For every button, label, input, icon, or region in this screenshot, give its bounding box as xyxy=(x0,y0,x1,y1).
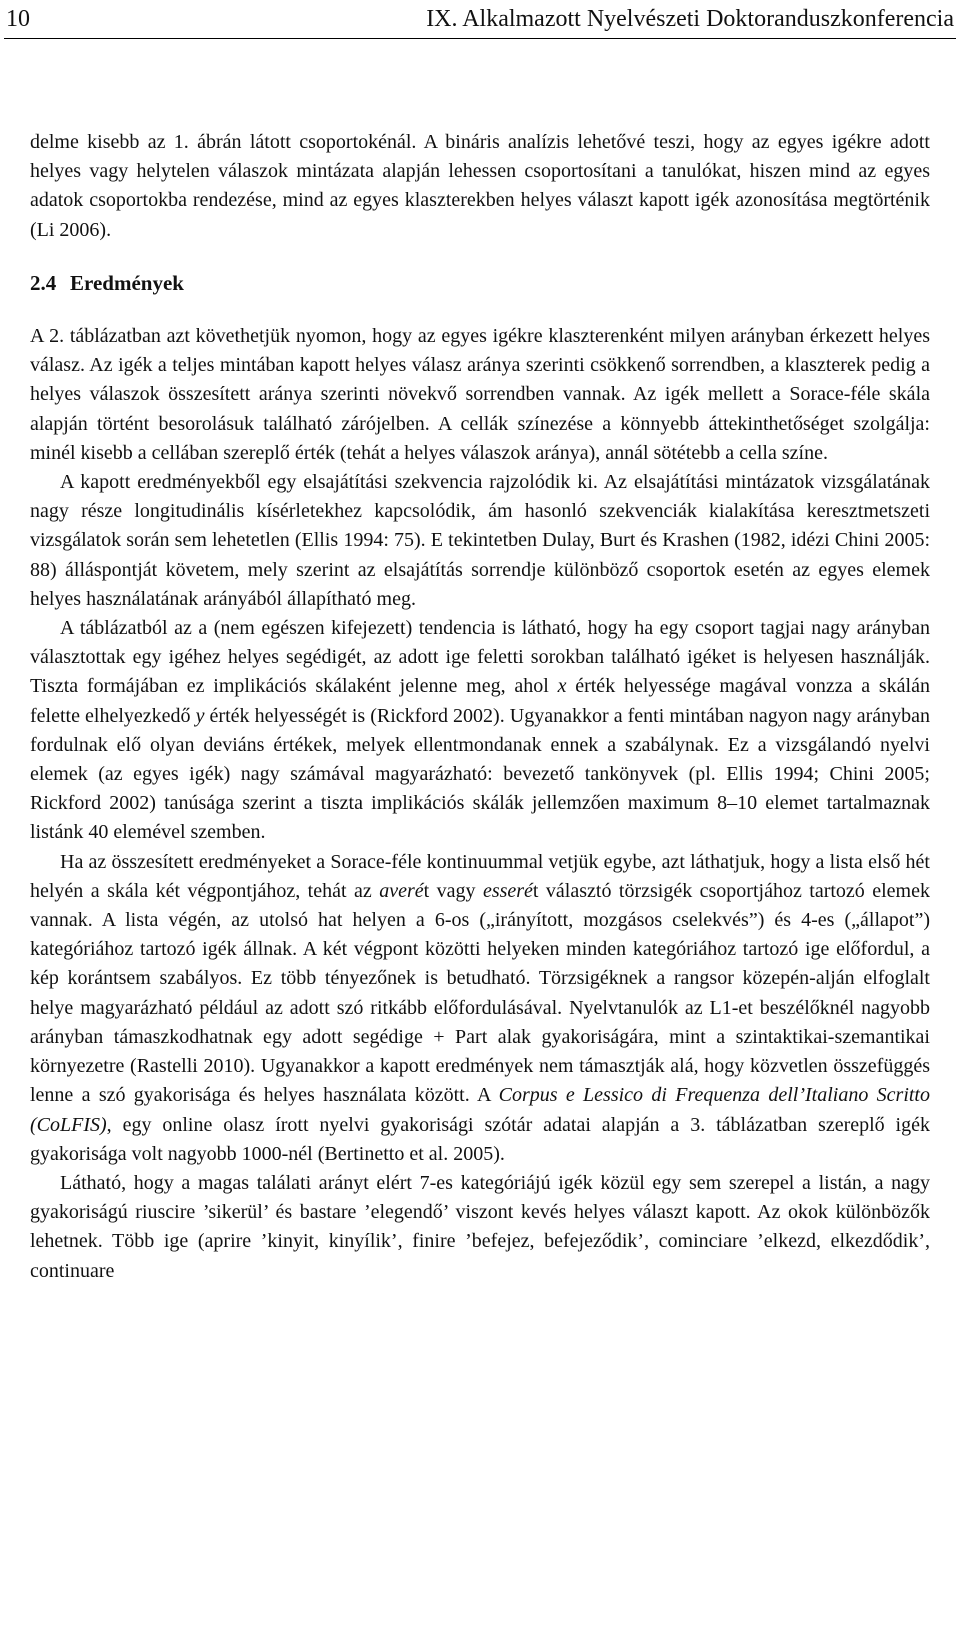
section-heading xyxy=(30,269,930,298)
page-header xyxy=(0,0,960,40)
running-title: IX. Alkalmazott Nyelvészeti Doktoranduszkonferencia xyxy=(426,6,954,32)
section-number: 2.4 xyxy=(30,270,57,295)
paragraph-4-text-b: t vagy xyxy=(423,879,483,902)
paragraph-3-text-b: érték helyessége magával vonzza a skálán felette elhelyezkedő xyxy=(30,675,930,727)
term-essere: esseré xyxy=(482,879,533,902)
paragraph-2: A kapott eredményekből egy elsajátítási szekvencia rajzolódik ki. Az elsajátítási mintázatok vizsgálatának nagy része longitudinális kísérletekhez kapcsolódik, ám hasonló szekvenciák kialakítása keresztmetszeti vizsgálatok során sem lehetetlen (Ellis 1994: 75). E tekintetben Dulay, Burt és Krashen (1982, idézi Chini 2005: 88) álláspontját követem, mely szerint az elsajátítás sorrendje különböző csoportok esetén az egyes elemek helyes használatának arányából állapítható meg. xyxy=(30,471,930,610)
paragraph-5: Látható, hogy a magas találati arányt elért 7-es kategóriájú igék közül egy sem szerepel a listán, a nagy gyakoriságú riuscire ’sikerül’ és bastare ’elegendő’ viszont kevés helyes választ kapott. Az okok különbözők lehetnek. Több ige (aprire ’kinyit, kinyílik’, finire ’befejez, befejeződik’, cominciare ’elkezd, elkezdődik’, continuare xyxy=(30,1171,930,1282)
corpus-title: Corpus e Lessico di Frequenza dell’Italiano Scritto (CoLFIS) xyxy=(30,1084,930,1136)
paragraph-3-text-c: érték helyességét is (Rickford 2002). Ugyanakkor a fenti mintában nagyon nagy arányban fordulnak elő olyan deviáns értékek, melyek ellentmondanak ennek a szabálynak. Ez a vizsgálandó nyelvi elemek (az egyes igék) nagy számával magyarázható: bevezető tankönyvek (pl. Ellis 1994; Chini 2005; Rickford 2002) tanúsága szerint a tiszta implikációs skálák jellemzően maximum 8–10 elemet tartalmaznak listánk 40 elemével szemben. xyxy=(30,704,930,844)
paragraph-3 xyxy=(30,614,930,848)
intro-paragraph: delme kisebb az 1. ábrán látott csoportokénál. A bináris analízis lehetővé teszi, hogy az egyes igékre adott helyes vagy helytelen válaszok mintázata alapján lehessen csoportosítani a tanulókat, hiszen mind az egyes adatok csoportokba rendezése, mind az egyes klaszterekben helyes választ kapott igék azonosítása megtörténik (Li 2006). xyxy=(30,131,930,241)
paragraph-4 xyxy=(30,848,930,1169)
variable-x: x xyxy=(557,675,567,698)
header-rule xyxy=(4,38,956,39)
page-number: 10 xyxy=(6,6,30,32)
body-text xyxy=(30,128,930,1286)
section-title: Eredmények xyxy=(70,270,184,295)
term-avere: averé xyxy=(379,879,424,902)
paragraph-4-text-d: , egy online olasz írott nyelvi gyakorisági szótár adatai alapján a 3. táblázatban szereplő igék gyakorisága volt nagyobb 1000-nél (Bertinetto et al. 2005). xyxy=(30,1113,930,1165)
paragraph-3-text-a: A táblázatból az a (nem egészen kifejezett) tendencia is látható, hogy ha egy csoport tagjai nagy arányban választottak egy igéhez helyes segédigét, az adott ige feletti sorokban található igéket is helyesen használják. Tiszta formájában ez implikációs skálaként jelenne meg, ahol xyxy=(30,617,930,698)
variable-y: y xyxy=(195,704,205,727)
paragraph-4-text-a: Ha az összesített eredményeket a Sorace-féle kontinuummal vetjük egybe, azt láthatjuk, hogy a lista első hét helyén a skála két végpontjához, tehát az xyxy=(30,850,930,902)
paragraph-4-text-c: t választó törzsigék csoportjához tartozó elemek vannak. A lista végén, az utolsó hat helyen a 6-os („irányított, mozgásos cselekvés”) és 4-es („állapot”) kategóriához tartozó igék állnak. A két végpont közötti helyeken minden kategóriához tartozó ige előfordul, a kép korántsem szabályos. Ez több tényezőnek is betudható. Törzsigéknek a rangsor közepén-alján elfoglalt helye magyarázható például az adott szó ritkább előfordulásával. Nyelvtanulók az L1-et beszélőknél nagyobb arányban támaszkodhatnak egy adott segédige + Part alak gyakoriságára, mint a szintaktikai-szemantikai környezetre (Rastelli 2010). Ugyanakkor a kapott eredmények nem támasztják alá, hogy közvetlen összefüggés lenne a szó gyakorisága és helyes használata között. A xyxy=(30,879,930,1107)
paragraph-1: A 2. táblázatban azt követhetjük nyomon, hogy az egyes igékre klaszterenként milyen arányban érkezett helyes válasz. Az igék a teljes mintában kapott helyes válasz aránya szerinti csökkenő sorrendben, a klaszterek pedig a helyes válaszok összesített aránya szerinti növekvő sorrendben vannak. Az igék mellett a Sorace-féle skála alapján történt besorolásuk található zárójelben. A cellák színezése a könnyebb áttekinthetőséget szolgálja: minél kisebb a cellában szereplő érték (tehát a helyes válaszok aránya), annál sötétebb a cella színe. xyxy=(30,325,930,464)
